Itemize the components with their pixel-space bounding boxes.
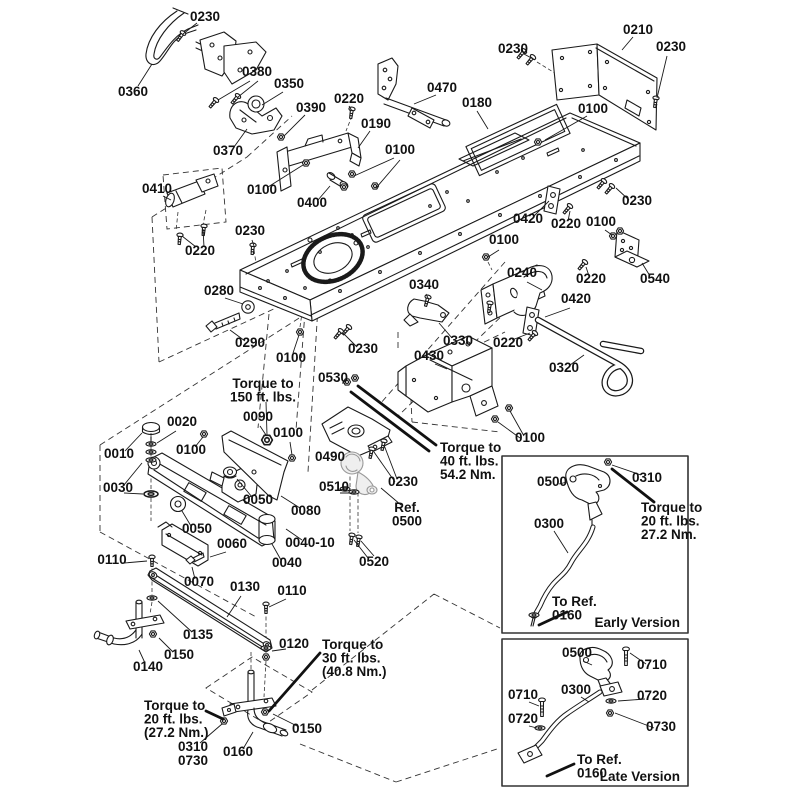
spindle-0160 (222, 670, 289, 737)
cap-0010-washers (143, 423, 160, 442)
part-label-0120-58: 0120 (278, 636, 310, 651)
part-label-0400-15: 0400 (296, 195, 328, 210)
part-label-0010-41: 0010 (103, 446, 135, 461)
part-label-0730-67: 0730 (177, 753, 209, 768)
part-label-0090-44: 0090 (242, 409, 274, 424)
part-label-0340-35: 0340 (408, 277, 440, 292)
bracket-0540 (615, 230, 649, 267)
torque-note-150: Torque to 150 ft. lbs. (229, 376, 297, 405)
part-label-0135-57: 0135 (182, 627, 214, 642)
part-label-0230-34: 0230 (347, 341, 379, 356)
part-label-0030-42: 0030 (102, 480, 134, 495)
part-label-0100-43: 0100 (175, 442, 207, 457)
part-label-0150-64: 0150 (291, 721, 323, 736)
part-label-0100-14: 0100 (246, 182, 278, 197)
part-label-0100-33: 0100 (275, 350, 307, 365)
part-label-0730-77: 0730 (645, 719, 677, 734)
part-label-0490-46: 0490 (314, 449, 346, 464)
part-label-0220-18: 0220 (184, 243, 216, 258)
part-label-0310-66: 0310 (177, 739, 209, 754)
part-label-0100-12: 0100 (577, 101, 609, 116)
part-label-0530-38: 0530 (317, 370, 349, 385)
part-label-0020-40: 0020 (166, 414, 198, 429)
bracket-0190 (277, 133, 361, 191)
torque-note-40: Torque to 40 ft. lbs. 54.2 Nm. (440, 440, 502, 482)
part-label-0110-56: 0110 (277, 583, 307, 598)
part-label-0280-31: 0280 (203, 283, 235, 298)
part-label-0720-75: 0720 (636, 688, 668, 703)
torque-note-20-early: Torque to 20 ft. lbs. 27.2 Nm. (641, 500, 703, 542)
part-label-0290-32: 0290 (234, 335, 266, 350)
part-label-0070-54: 0070 (183, 574, 215, 589)
part-label-0230-11: 0230 (655, 39, 687, 54)
part-label-0220-29: 0220 (492, 335, 524, 350)
spindle-0140 (93, 600, 164, 646)
part-label-0330-36: 0330 (442, 333, 474, 348)
torque-note-20: Torque to 20 ft. lbs. (27.2 Nm.) (144, 698, 209, 740)
roller-0410 (164, 174, 218, 208)
part-label-0540-28: 0540 (639, 271, 671, 286)
part-label-0220-26: 0220 (575, 271, 607, 286)
part-label-0500-68: 0500 (536, 474, 568, 489)
part-label-0100-39: 0100 (514, 430, 546, 445)
part-label-0360-1: 0360 (117, 84, 149, 99)
bar-0320 (538, 320, 641, 393)
part-label-0230-62: 0230 (387, 474, 419, 489)
bolt-0290 (206, 313, 240, 332)
bushing-0050-lower (171, 497, 186, 512)
part-label-0130-55: 0130 (229, 579, 261, 594)
part-label-0230-10: 0230 (497, 41, 529, 56)
part-label-0300-73: 0300 (560, 682, 592, 697)
bushing-0350 (248, 96, 264, 112)
part-label-0710-74: 0710 (507, 687, 539, 702)
part-label-0050-49: 0050 (181, 521, 213, 536)
part-label-0500-71: 0500 (561, 645, 593, 660)
main-frame (240, 104, 640, 321)
inset-title-early: Early Version (594, 615, 680, 630)
part-label-0100-16: 0100 (384, 142, 416, 157)
part-label-0520-63: 0520 (358, 554, 390, 569)
part-label-0410-17: 0410 (141, 181, 173, 196)
part-label-0060-50: 0060 (216, 536, 248, 551)
part-label-0230-20: 0230 (621, 193, 653, 208)
part-label-0470-7: 0470 (426, 80, 458, 95)
part-label-0160-65: 0160 (222, 744, 254, 759)
part-label-0420-21: 0420 (512, 211, 544, 226)
part-label-0040-10-51: 0040-10 (285, 535, 335, 550)
note-ref-0500: Ref. 0500 (391, 500, 423, 529)
part-label-0420-25: 0420 (560, 291, 592, 306)
part-label-0100-23: 0100 (585, 214, 617, 229)
inset-title-late: Late Version (599, 769, 680, 784)
part-label-0300-70: 0300 (533, 516, 565, 531)
part-label-0210-9: 0210 (622, 22, 654, 37)
part-label-0100-45: 0100 (272, 425, 304, 440)
part-label-0230-0: 0230 (189, 9, 221, 24)
part-label-0220-5: 0220 (333, 91, 365, 106)
part-label-0240-27: 0240 (506, 265, 538, 280)
part-label-0190-6: 0190 (360, 116, 392, 131)
part-label-0350-3: 0350 (273, 76, 305, 91)
part-label-0380-2: 0380 (241, 64, 273, 79)
part-label-0370-13: 0370 (212, 143, 244, 158)
bushing-0050-upper (224, 467, 237, 478)
to-ref-0160-early: To Ref. 0160 (552, 594, 597, 623)
part-label-0510-61: 0510 (318, 479, 350, 494)
part-label-0310-69: 0310 (631, 470, 663, 485)
part-label-0390-4: 0390 (295, 100, 327, 115)
part-label-0720-76: 0720 (507, 711, 539, 726)
part-label-0040-52: 0040 (271, 555, 303, 570)
washer-0280 (242, 301, 254, 313)
part-label-0320-30: 0320 (548, 360, 580, 375)
part-label-0080-48: 0080 (290, 503, 322, 518)
part-label-0140-60: 0140 (132, 659, 164, 674)
part-label-0180-8: 0180 (461, 95, 493, 110)
part-label-0230-19: 0230 (234, 223, 266, 238)
part-label-0710-72: 0710 (636, 657, 668, 672)
torque-note-30: Torque to 30 ft. lbs. (40.8 Nm.) (322, 637, 387, 679)
to-ref-0160-late: To Ref. 0160 (577, 752, 622, 781)
part-label-0100-24: 0100 (488, 232, 520, 247)
part-label-0110-53: 0110 (97, 552, 127, 567)
part-label-0150-59: 0150 (163, 647, 195, 662)
part-label-0220-22: 0220 (550, 216, 582, 231)
part-label-0050-47: 0050 (242, 492, 274, 507)
part-label-0430-37: 0430 (413, 348, 445, 363)
